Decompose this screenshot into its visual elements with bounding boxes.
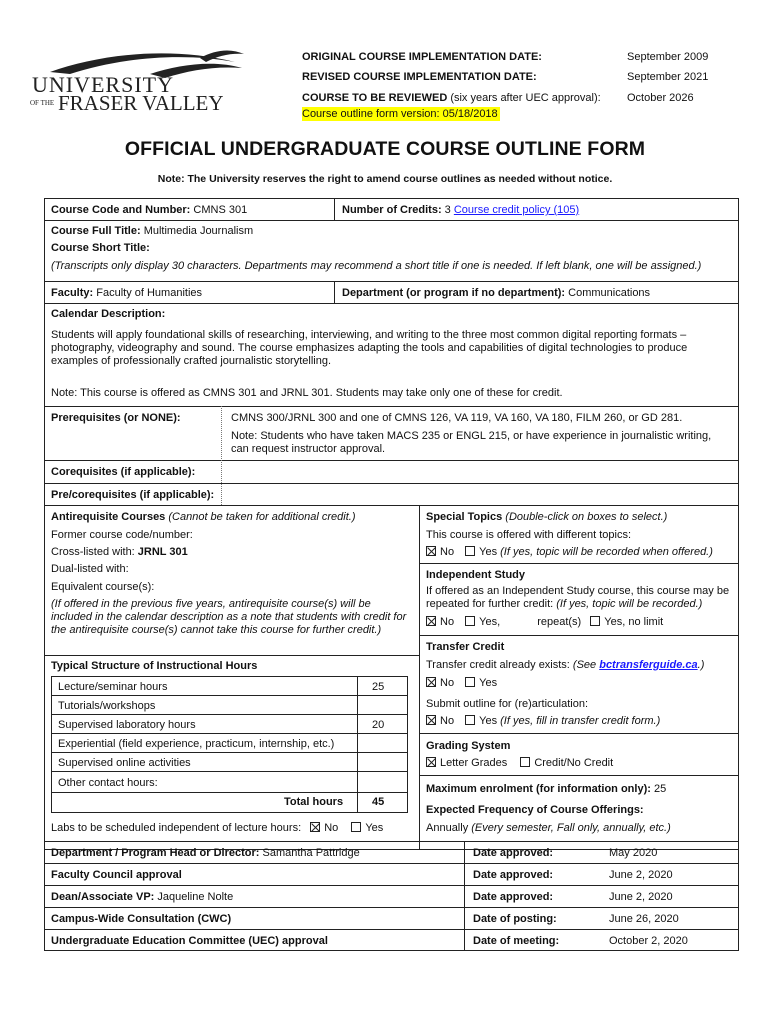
indep-study-options: No Yes, repeat(s) Yes, no limit	[426, 615, 663, 629]
indep-study-label: Independent Study	[426, 569, 525, 581]
approval-row: Campus-Wide Consultation (CWC)	[51, 913, 232, 925]
transfer-text: Transfer credit already exists: (See bctransferguide.ca.)	[426, 659, 705, 671]
special-topics-label: Special Topics (Double-click on boxes to select.)	[426, 511, 668, 523]
letter-grades-checkbox[interactable]	[426, 757, 436, 767]
indep-study-text: If offered as an Independent Study course, this course may be repeated for further credit: (If yes, topic will be recorded.)	[426, 585, 730, 610]
special-topics-options: No Yes (If yes, topic will be recorded when offered.)	[426, 545, 713, 559]
faculty: Faculty: Faculty of Humanities	[51, 287, 203, 299]
approval-date: June 2, 2020	[609, 869, 673, 881]
equivalent-courses: Equivalent course(s):	[51, 581, 155, 593]
transfer-label: Transfer Credit	[426, 641, 505, 653]
former-course: Former course code/number:	[51, 529, 193, 541]
labs-yes-checkbox[interactable]	[351, 822, 361, 832]
labs-independent: Labs to be scheduled independent of lecture hours: No Yes	[51, 822, 384, 834]
dual-listed: Dual-listed with:	[51, 563, 129, 575]
credits: Number of Credits: 3 Course credit policy (105)	[342, 204, 580, 216]
approval-date: May 2020	[609, 847, 658, 859]
labs-no-checkbox[interactable]	[310, 822, 320, 832]
frequency-label: Expected Frequency of Course Offerings:	[426, 804, 644, 816]
submit-outline-text: Submit outline for (re)articulation:	[426, 698, 589, 710]
precoreq-label: Pre/corequisites (if applicable):	[51, 489, 215, 501]
coreq-label: Corequisites (if applicable):	[51, 466, 196, 478]
frequency-value: Annually (Every semester, Fall only, annually, etc.)	[426, 822, 671, 834]
course-code: Course Code and Number: CMNS 301	[51, 204, 248, 216]
indep-no-checkbox[interactable]	[426, 616, 436, 626]
calendar-label: Calendar Description:	[51, 308, 166, 320]
indep-yes-checkbox[interactable]	[465, 616, 475, 626]
submit-no-checkbox[interactable]	[426, 715, 436, 725]
approval-date-label: Date approved:	[473, 847, 554, 859]
grading-label: Grading System	[426, 740, 511, 752]
short-title-note: (Transcripts only display 30 characters. Departments may recommend a short title if one is needed. If left blank, one will be assigned.)	[51, 260, 702, 272]
orig-date-label: ORIGINAL COURSE IMPLEMENTATION DATE:	[302, 51, 542, 63]
total-hours-label: Total hours	[284, 796, 344, 808]
hours-row-name: Tutorials/workshops	[58, 700, 156, 712]
approval-date-label: Date of posting:	[473, 913, 557, 925]
logo-fraser-valley: FRASER VALLEY	[58, 91, 224, 115]
approval-date-label: Date of meeting:	[473, 935, 560, 947]
bctransferguide-link[interactable]: bctransferguide.ca	[599, 659, 698, 671]
hours-row-name: Other contact hours:	[58, 777, 158, 789]
total-hours-value: 45	[372, 796, 385, 808]
short-title-label: Course Short Title:	[51, 242, 150, 254]
logo-of-the: OF THE	[30, 99, 55, 107]
approval-row: Department / Program Head or Director: Samantha Pattridge	[51, 847, 360, 859]
special-no-checkbox[interactable]	[426, 546, 436, 556]
prereq-value: CMNS 300/JRNL 300 and one of CMNS 126, VA 119, VA 160, VA 180, FILM 260, or GD 281.	[231, 412, 683, 424]
revised-date-value: September 2021	[627, 71, 709, 83]
calendar-note: Note: This course is offered as CMNS 301 and JRNL 301. Students may take only one of these for credit.	[51, 387, 563, 399]
revised-date-label: REVISED COURSE IMPLEMENTATION DATE:	[302, 71, 537, 83]
max-enrolment: Maximum enrolment (for information only): 25	[426, 783, 667, 795]
review-date-value: October 2026	[627, 92, 694, 104]
amend-note: Note: The University reserves the right to amend course outlines as needed without notice.	[157, 173, 613, 185]
department: Department (or program if no department): Communications	[342, 287, 651, 299]
hours-label: Typical Structure of Instructional Hours	[51, 660, 258, 672]
grading-options: Letter Grades Credit/No Credit	[426, 756, 613, 770]
hours-row-name: Lecture/seminar hours	[58, 681, 168, 693]
approval-date: June 2, 2020	[609, 891, 673, 903]
full-title: Course Full Title: Multimedia Journalism	[51, 225, 254, 237]
approval-date: October 2, 2020	[609, 935, 688, 947]
transfer-yes-checkbox[interactable]	[465, 677, 475, 687]
prereq-note: Note: Students who have taken MACS 235 or ENGL 215, or have experience in journalistic writing, can request instructor approval.	[231, 430, 712, 455]
special-topics-text: This course is offered with different topics:	[426, 529, 632, 541]
credit-policy-link[interactable]: Course credit policy (105)	[453, 204, 580, 216]
orig-date-value: September 2009	[627, 51, 709, 63]
approval-date-label: Date approved:	[473, 869, 554, 881]
page-title: OFFICIAL UNDERGRADUATE COURSE OUTLINE FORM	[124, 138, 646, 160]
form-version: Course outline form version: 05/18/2018	[302, 108, 498, 120]
submit-yes-checkbox[interactable]	[465, 715, 475, 725]
approval-row: Undergraduate Education Committee (UEC) approval	[51, 935, 328, 947]
hours-row-value[interactable]: 20	[372, 719, 385, 731]
review-date-label: COURSE TO BE REVIEWED (six years after UEC approval):	[302, 92, 601, 104]
hours-row-name: Supervised laboratory hours	[58, 719, 196, 731]
hours-row-name: Experiential (field experience, practicum, internship, etc.)	[58, 738, 335, 750]
cross-listed: Cross-listed with: JRNL 301	[51, 546, 188, 558]
transfer-no-checkbox[interactable]	[426, 677, 436, 687]
approval-date: June 26, 2020	[609, 913, 679, 925]
hours-row-value[interactable]: 25	[372, 681, 385, 693]
antireq-note: (If offered in the previous five years, antirequisite course(s) will be included in the calendar description as a note that students with credit for the antirequisite course(s) cannot take this course for further credit.)	[51, 598, 407, 636]
university-logo	[30, 44, 250, 120]
antireq-label: Antirequisite Courses (Cannot be taken for additional credit.)	[51, 511, 356, 523]
submit-outline-options: No Yes (If yes, fill in transfer credit form.)	[426, 714, 660, 728]
credit-nocredit-checkbox[interactable]	[520, 757, 530, 767]
transfer-options: No Yes	[426, 676, 497, 690]
calendar-description: Students will apply foundational skills of researching, interviewing, and writing to the three most common digital reporting formats – photography, videography and sound. The course emphasizes adapting the tools and capabilities of digital technologies to produce examples of professionally crafted journalistic storytelling.	[51, 329, 688, 367]
indep-nolimit-checkbox[interactable]	[590, 616, 600, 626]
approval-row: Faculty Council approval	[51, 869, 182, 881]
logo-university: UNIVERSITY	[32, 72, 174, 97]
approval-date-label: Date approved:	[473, 891, 554, 903]
hours-row-name: Supervised online activities	[58, 757, 191, 769]
special-yes-checkbox[interactable]	[465, 546, 475, 556]
approval-row: Dean/Associate VP: Jaqueline Nolte	[51, 891, 234, 903]
prereq-label: Prerequisites (or NONE):	[51, 412, 181, 424]
